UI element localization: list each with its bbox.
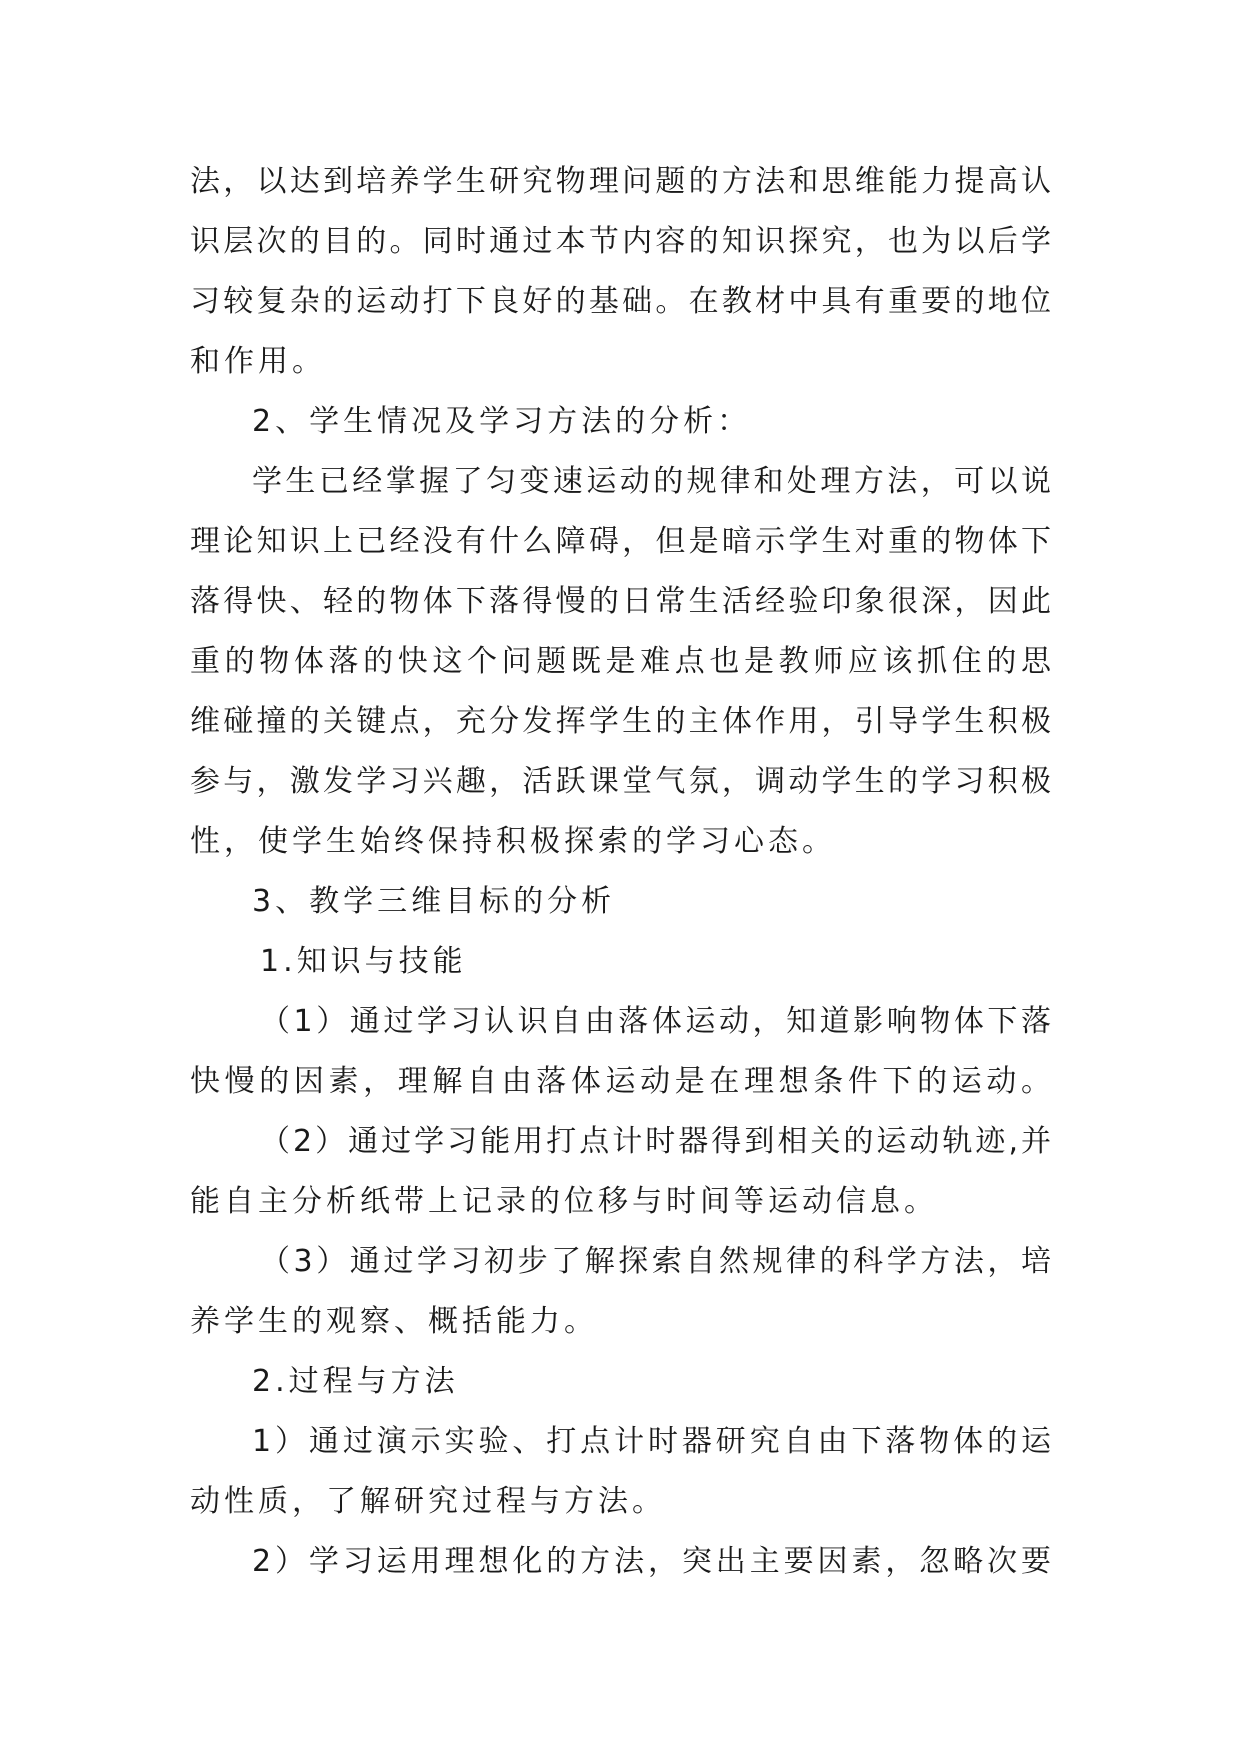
subsection-heading: 2.过程与方法 [252, 1364, 459, 1399]
paragraph-line: 快慢的因素，理解自由落体运动是在理想条件下的运动。 [190, 1064, 1051, 1099]
paragraph-line: 参与，激发学习兴趣，活跃课堂气氛，调动学生的学习积极 [190, 764, 1051, 799]
paragraph-line: 习较复杂的运动打下良好的基础。在教材中具有重要的地位 [190, 284, 1051, 319]
paragraph-line: 和作用。 [190, 344, 326, 379]
paragraph-line: 重的物体落的快这个问题既是难点也是教师应该抓住的思 [190, 644, 1051, 679]
paragraph-line: 养学生的观察、概括能力。 [190, 1304, 598, 1339]
paragraph-line: 2）学习运用理想化的方法，突出主要因素，忽略次要 [252, 1544, 1051, 1579]
section-heading: 3、教学三维目标的分析 [252, 884, 616, 919]
paragraph-line: 动性质，了解研究过程与方法。 [190, 1484, 666, 1519]
paragraph-line: 维碰撞的关键点，充分发挥学生的主体作用，引导学生积极 [190, 704, 1051, 739]
paragraph-line: 识层次的目的。同时通过本节内容的知识探究，也为以后学 [190, 224, 1051, 259]
paragraph-line: （2）通过学习能用打点计时器得到相关的运动轨迹,并 [260, 1124, 1051, 1159]
paragraph-line: 学生已经掌握了匀变速运动的规律和处理方法，可以说 [252, 464, 1051, 499]
section-heading: 2、学生情况及学习方法的分析： [252, 404, 752, 439]
subsection-heading: 1.知识与技能 [260, 944, 467, 979]
paragraph-line: 性，使学生始终保持积极探索的学习心态。 [190, 824, 836, 859]
paragraph-line: 能自主分析纸带上记录的位移与时间等运动信息。 [190, 1184, 938, 1219]
paragraph-line: 理论知识上已经没有什么障碍，但是暗示学生对重的物体下 [190, 524, 1051, 559]
paragraph-line: （1）通过学习认识自由落体运动，知道影响物体下落 [260, 1004, 1051, 1039]
paragraph-line: 1）通过演示实验、打点计时器研究自由下落物体的运 [252, 1424, 1051, 1459]
paragraph-line: （3）通过学习初步了解探索自然规律的科学方法，培 [260, 1244, 1051, 1279]
paragraph-line: 落得快、轻的物体下落得慢的日常生活经验印象很深，因此 [190, 584, 1051, 619]
paragraph-line: 法，以达到培养学生研究物理问题的方法和思维能力提高认 [190, 164, 1051, 199]
